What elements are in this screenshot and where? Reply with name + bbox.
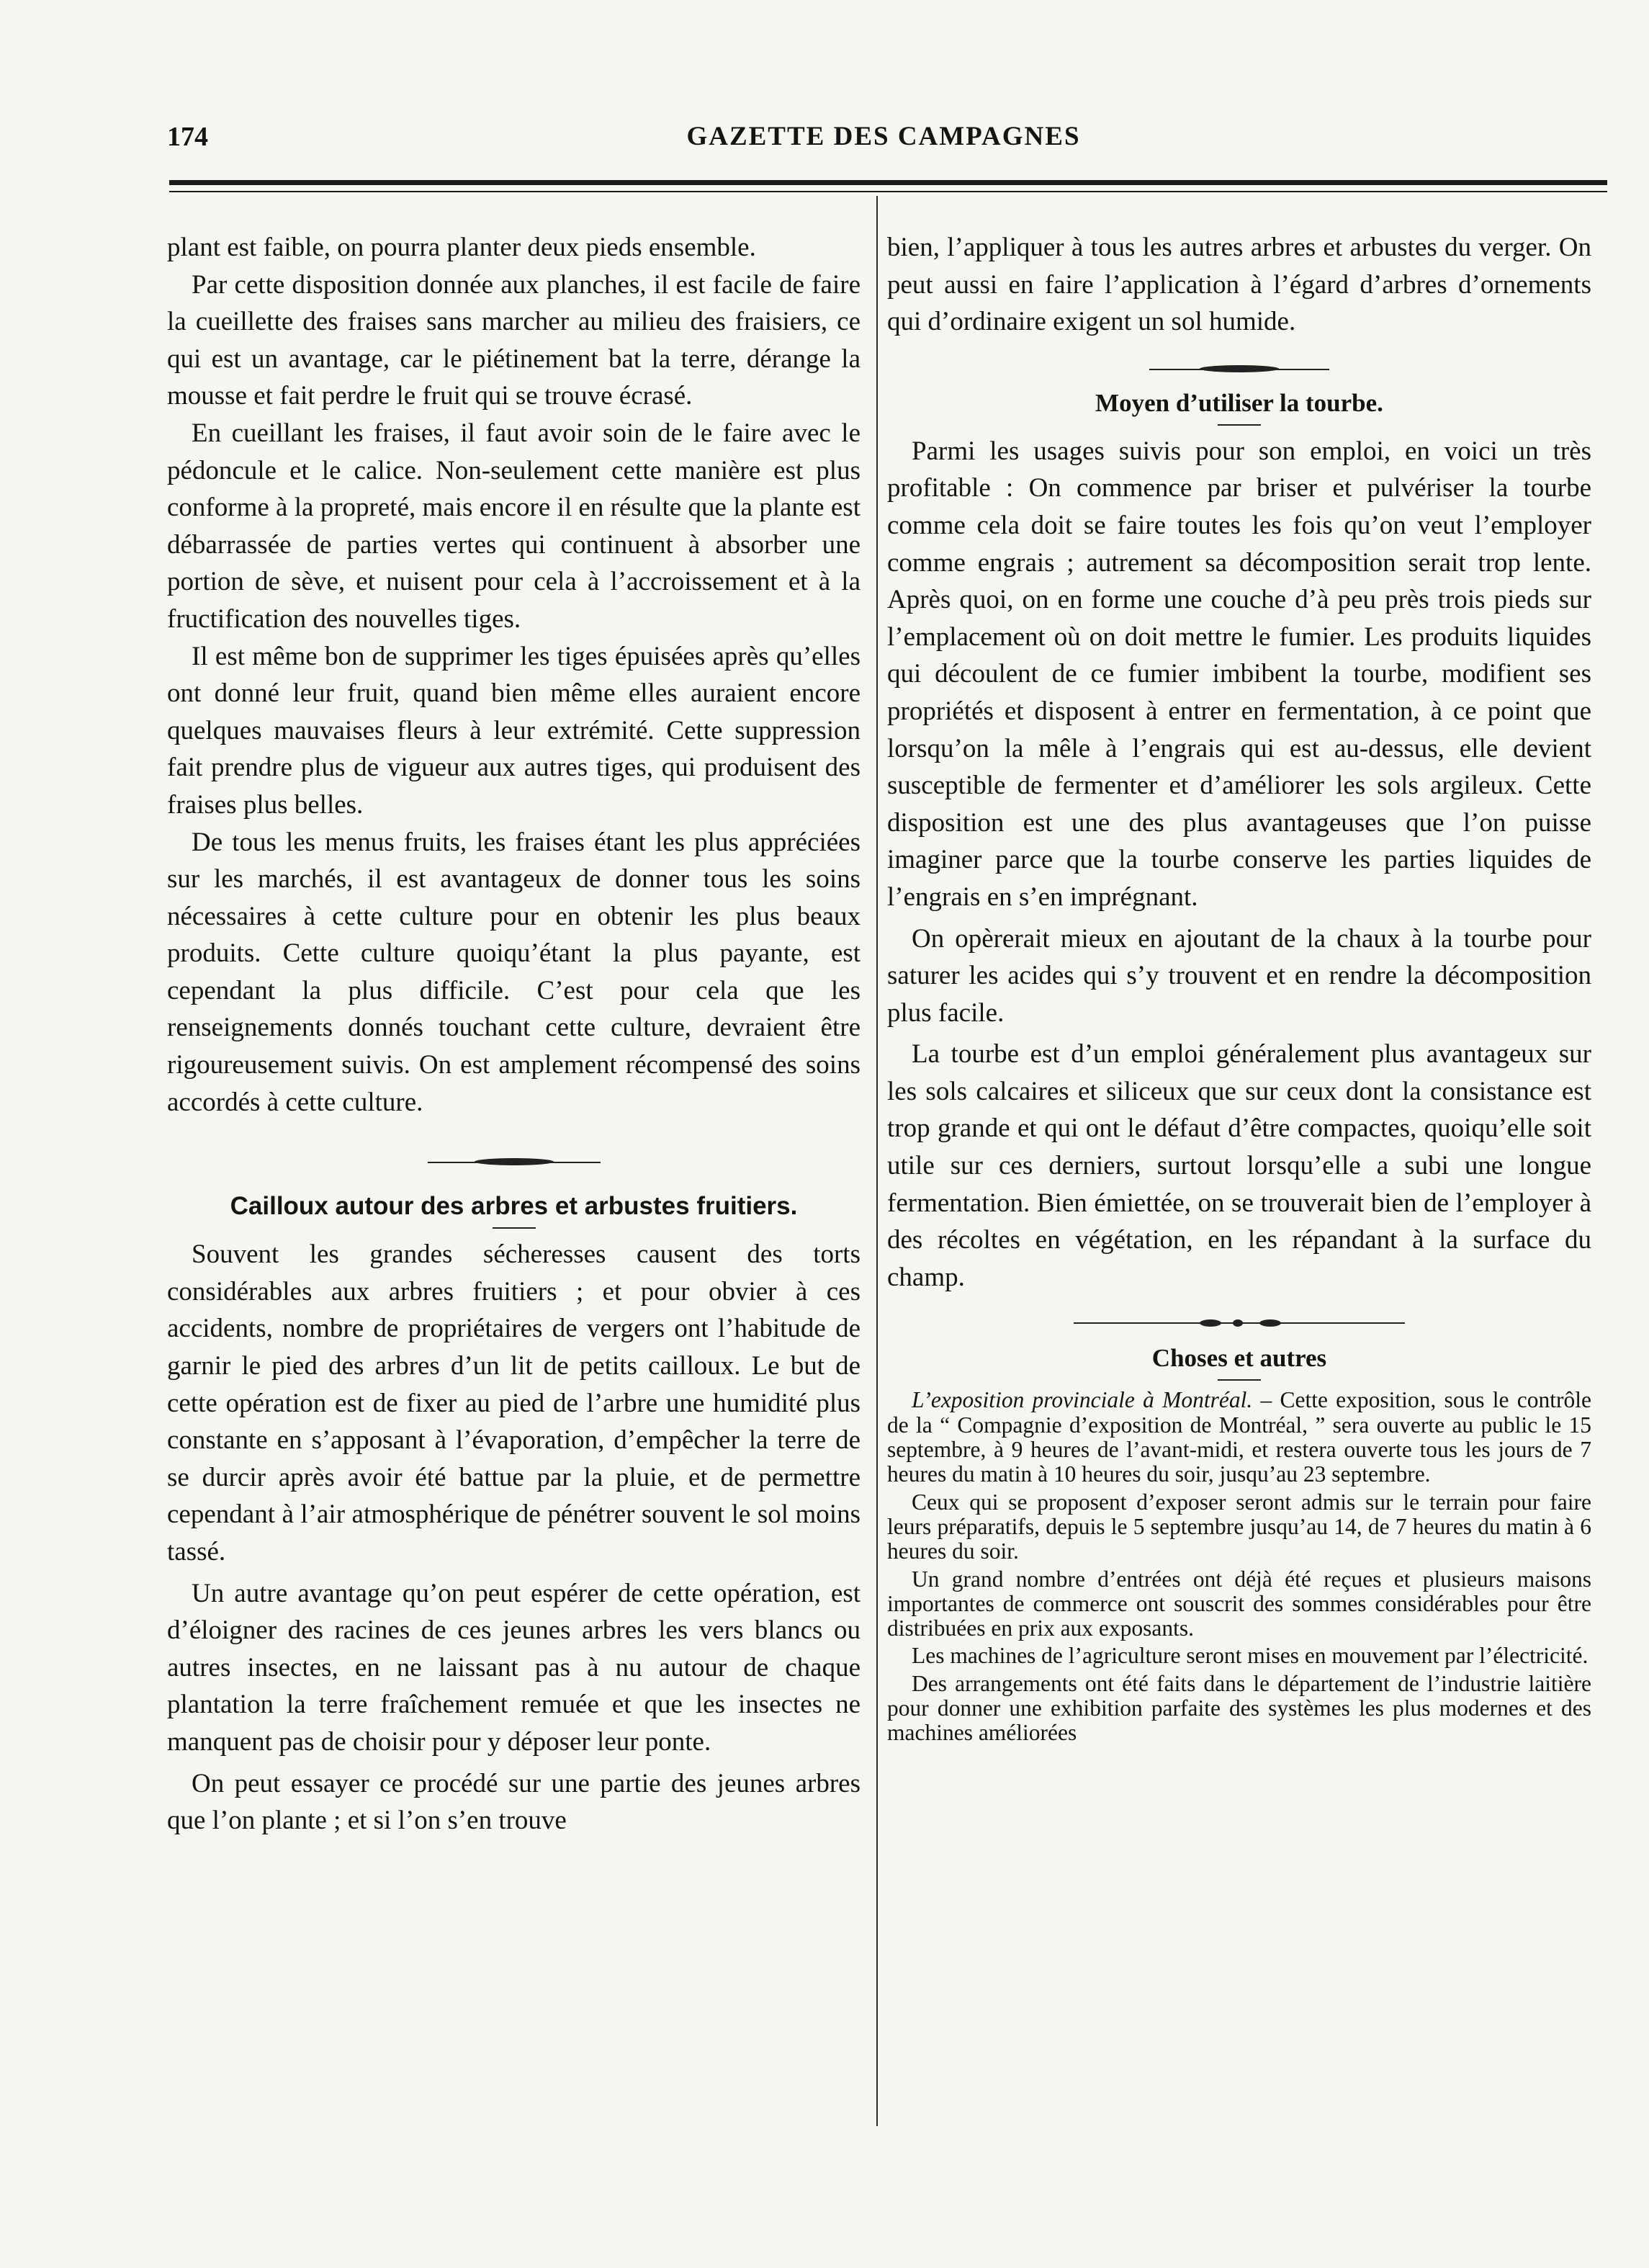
title-dash [1218,1379,1261,1381]
section-divider [1149,357,1329,382]
paragraph: La tourbe est d’un emploi généralement plus avantageux sur les sols calcaires et siliceux que sur ceux dont la consistance est trop grande et qui ont le défaut d’être compactes, quoiqu’elle soit utile sur ces derniers, surtout lorsqu’elle a subi une longue fermentation. Bien émiettée, on se trouverait bien de l’employer à des récoltes en végétation, en les répandant à la surface du champ. [887,1039,1591,1292]
journal-title: GAZETTE DES CAMPAGNES [686,122,1081,151]
paragraph: De tous les menus fruits, les fraises étant les plus appréciées sur les marchés, il est avantageux de donner tous les soins nécessaires à cette culture pour en obtenir les plus beaux produits. Cette culture quoiqu’étant la plus payante, est cependant la plus difficile. C’est pour cela que les renseignements donnés touchant cette culture, devraient être rigoureusement suivis. On est amplement récompensé des soins accordés à cette culture. [167,827,861,1117]
section-divider-ornament [1074,1307,1405,1339]
news-item-text: Des arrangements ont été faits dans le département de l’industrie laitière pour donner une exhibition parfaite des systèmes les plus modernes et des machines améliorées [887,1670,1591,1746]
news-item [887,1490,1591,1564]
paragraph: bien, l’appliquer à tous les autres arbres et arbustes du verger. On peut aussi en faire l’application à l’égard d’arbres d’ornements qui d’ordinaire exigent un sol humide. [887,233,1591,337]
title-dash [1218,424,1261,426]
title-dash [493,1227,536,1229]
section-divider [428,1149,601,1175]
news-item-text: Un grand nombre d’entrées ont déjà été reçues et plusieurs maisons importantes de commerce ont souscrit des sommes considérables pour être distribuées en prix aux exposants. [887,1566,1591,1641]
paragraph: Un autre avantage qu’on peut espérer de cette opération, est d’éloigner des racines de ces jeunes arbres les vers blancs ou autres insectes, en ne laissant pas à nu autour de chaque plantation la terre fraîchement remuée et que les insectes ne manquent pas de choisir pour y déposer leur ponte. [167,1578,861,1757]
right-column [887,229,1591,1746]
paragraph: Souvent les grandes sécheresses causent des torts considérables aux arbres fruitiers ; et pour obvier à ces accidents, nombre de propriétaires de vergers ont l’habitude de garnir le pied des arbres d’un lit de petits cailloux. Le but de cette opération est de fixer au pied de l’arbre une humidité plus constante en s’apposant à l’évaporation, d’empêcher la terre de se durcir après avoir été battue par la pluie, et de permettre cependant à l’air atmosphérique de pénétrer souvent le sol moins tassé. [167,1240,861,1566]
paragraph: On opèrerait mieux en ajoutant de la chaux à la tourbe pour saturer les acides qui s’y trouvent et en rendre la décomposition plus facile. [887,923,1591,1028]
left-column [167,229,861,1839]
section-title-tourbe: Moyen d’utiliser la tourbe. [1095,388,1383,417]
paragraph: Il est même bon de supprimer les tiges épuisées après qu’elles ont donné leur fruit, quand bien même elles auraient encore quelques mauvaises fleurs à leur extrémité. Cette suppression fait prendre plus de vigueur aux autres tiges, qui produisent des fraises plus belles. [167,641,861,820]
paragraph: Parmi les usages suivis pour son emploi, en voici un très profitable : On commence par briser et pulvériser la tourbe comme cela doit se faire toutes les fois qu’on veut l’employer comme engrais ; autrement sa décomposition serait trop lente. Après quoi, on en forme une couche d’à peu près trois pieds sur l’emplacement où on doit mettre le fumier. Les produits liquides qui découlent de ce fumier imbibent la tourbe, modifient ses propriétés et disposent à entrer en fermentation, à ce point que lorsqu’on la mêle à l’engrais qui est au-dessus, elle devient susceptible de fermenter et d’améliorer les sols argileux. Cette disposition est une des plus avantageuses que l’on puisse imaginer parce que la tourbe conserve les parties liquides de l’engrais en s’en imprégnant. [887,436,1591,912]
page-header [167,121,1600,157]
section-title-choses: Choses et autres [1151,1344,1327,1373]
news-item [887,1388,1591,1487]
news-item-text: Ceux qui se proposent d’exposer seront admis sur le terrain pour faire leurs préparatifs, depuis le 5 septembre jusqu’au 14, de 7 heures du matin à 6 heures du soir. [887,1489,1591,1564]
news-item-title: L’exposition provinciale à Montréal. [912,1387,1253,1413]
page-number: 174 [167,122,208,152]
header-rule-thick [169,180,1607,185]
news-item [887,1567,1591,1641]
header-rule-thin [169,191,1607,192]
news-item [887,1644,1591,1668]
paragraph: Par cette disposition donnée aux planches, il est facile de faire la cueillette des fraises sans marcher au milieu des fraisiers, ce qui est un avantage, car le piétinement bat la terre, dérange la mousse et fait perdre le fruit qui se trouve écrasé. [167,269,861,411]
news-item-text: Les machines de l’agriculture seront mises en mouvement par l’électricité. [912,1643,1589,1669]
column-divider [876,196,878,2126]
news-item-text: – Cette exposition, sous le contrôle de la “ Compagnie d’exposition de Montréal, ” sera ouverte au public le 15 septembre, à 9 heures de l’avant-midi, et restera ouverte tous les jours de 7 heures du matin à 10 heures du soir, jusqu’au 23 septembre. [887,1387,1591,1487]
paragraph: On peut essayer ce procédé sur une partie des jeunes arbres que l’on plante ; et si l’on s’en trouve [167,1768,861,1836]
news-item [887,1672,1591,1746]
paragraph: En cueillant les fraises, il faut avoir soin de le faire avec le pédoncule et le calice. Non-seulement cette manière est plus conforme à la propreté, mais encore il en résulte que la plante est débarrassée de parties vertes qui continuent à absorber une portion de sève, et nuisent pour cela à l’accroissement et à la fructification des nouvelles tiges. [167,418,861,634]
section-title-cailloux: Cailloux autour des arbres et arbustes fruitiers. [230,1192,798,1221]
paragraph: plant est faible, on pourra planter deux pieds ensemble. [167,233,756,262]
